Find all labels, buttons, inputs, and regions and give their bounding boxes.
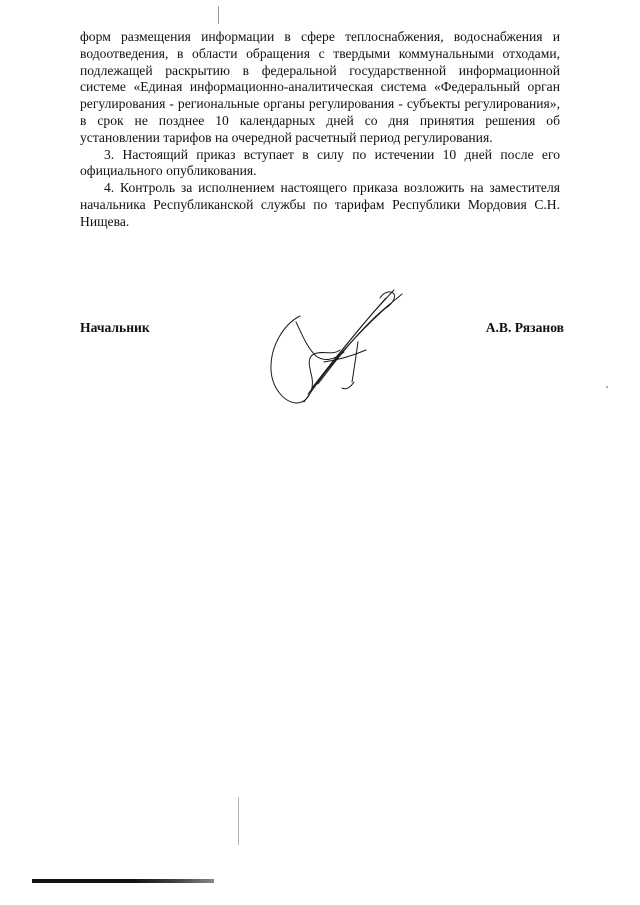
scan-artifact-bottom (238, 797, 239, 845)
signatory-title: Начальник (80, 320, 150, 335)
paragraph-item-4: 4. Контроль за исполнением настоящего приказа возложить на заместителя начальника Республиканской службы по тарифам Республики Мордовия С.Н. Нищева. (80, 180, 560, 229)
paragraph-item-3: 3. Настоящий приказ вступает в силу по истечении 10 дней после его официального опубликования. (80, 146, 560, 179)
scan-speck (606, 386, 608, 388)
scan-artifact-top (218, 6, 219, 24)
handwritten-signature-icon (262, 284, 422, 410)
bottom-rule (32, 879, 214, 883)
paragraph-continuation: форм размещения информации в сфере теплоснабжения, водоснабжения и водоотведения, в области обращения с твердыми коммунальными отходами, подлежащей раскрытию в федеральной государственной информационной системе «Единая информационно-аналитическая система «Федеральный орган регулирования - региональные органы регулирования - субъекты регулирования», в срок не позднее 10 календарных дней со дня принятия решения об установлении тарифов на очередной расчетный период регулирования. (80, 29, 560, 145)
document-body (80, 29, 560, 231)
signatory-name: А.В. Рязанов (485, 320, 564, 335)
